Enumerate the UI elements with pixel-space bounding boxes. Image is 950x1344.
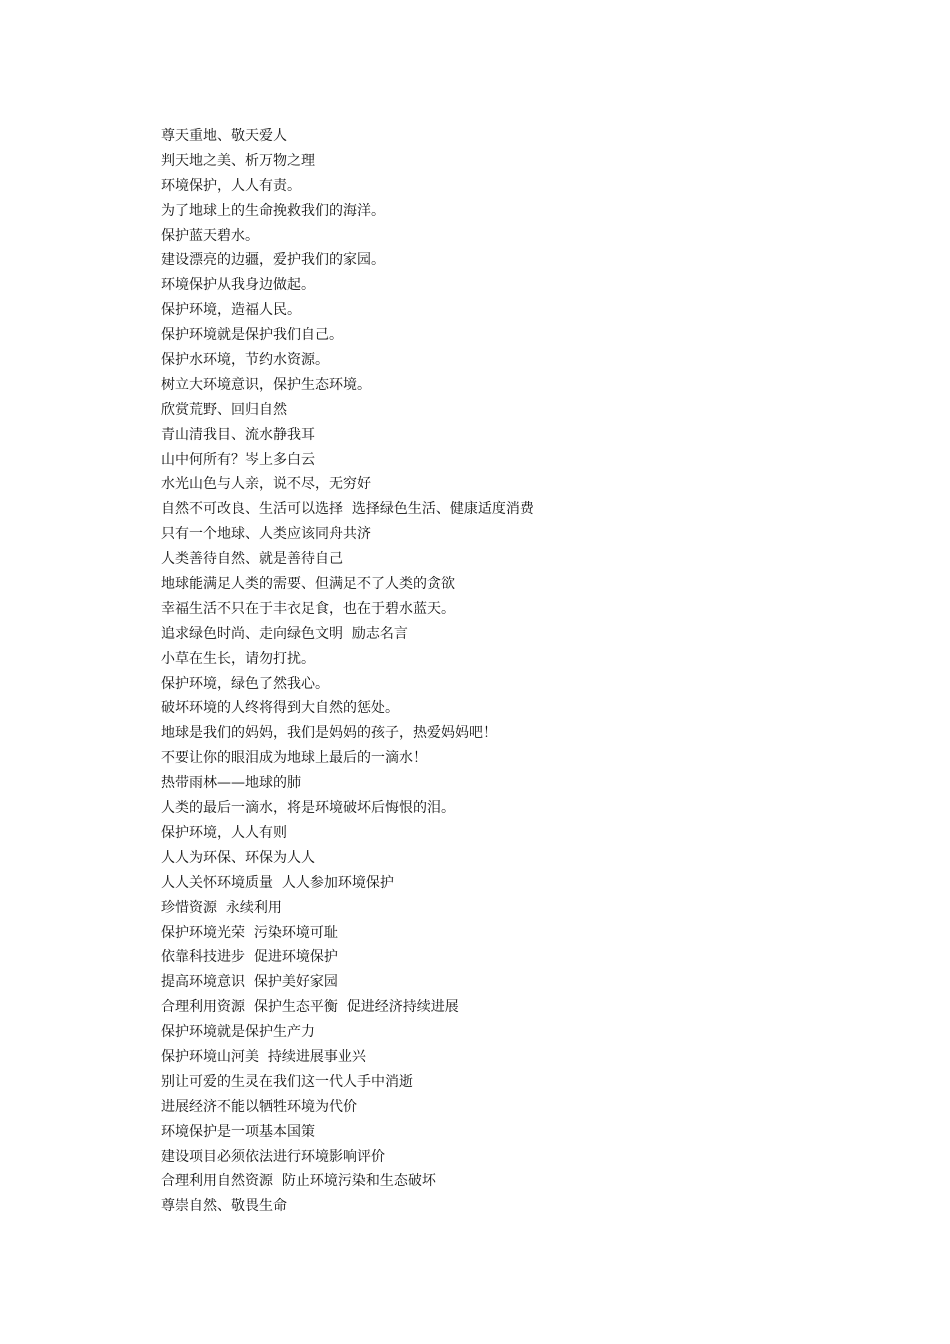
text-line: 保护蓝天碧水。: [161, 227, 259, 244]
text-line: 只有一个地球、人类应该同舟共济: [161, 526, 371, 543]
text-line: 人人为环保、环保为人人: [161, 849, 315, 866]
text-line: 人类的最后一滴水，将是环境破坏后悔恨的泪。: [161, 800, 455, 817]
text-line: 热带雨林——地球的肺: [161, 775, 301, 792]
text-line: 山中何所有？岑上多白云: [161, 451, 315, 468]
text-line: 破坏环境的人终将得到大自然的惩处。: [161, 700, 399, 717]
text-line: 合理利用自然资源 防止环境污染和生态破坏: [161, 1173, 436, 1190]
text-line: 环境保护，人人有责。: [161, 177, 301, 194]
text-line: 幸福生活不只在于丰衣足食，也在于碧水蓝天。: [161, 600, 455, 617]
text-line: 保护环境光荣 污染环境可耻: [161, 924, 338, 941]
text-line: 珍惜资源 永续利用: [161, 899, 282, 916]
text-line: 判天地之美、析万物之理: [161, 152, 315, 169]
text-line: 保护环境，造福人民。: [161, 302, 301, 319]
text-line: 水光山色与人亲，说不尽，无穷好: [161, 476, 371, 493]
text-line: 人人关怀环境质量 人人参加环境保护: [161, 874, 394, 891]
text-line: 建设项目必须依法进行环境影响评价: [161, 1148, 385, 1165]
text-line: 尊崇自然、敬畏生命: [161, 1198, 287, 1215]
text-line: 自然不可改良、生活可以选择 选择绿色生活、健康适度消费: [161, 501, 534, 518]
text-line: 保护环境山河美 持续进展事业兴: [161, 1048, 366, 1065]
slogan-list: [161, 124, 861, 1219]
text-line: 人类善待自然、就是善待自己: [161, 551, 343, 568]
text-line: 为了地球上的生命挽救我们的海洋。: [161, 202, 385, 219]
text-line: 环境保护从我身边做起。: [161, 277, 315, 294]
text-line: 保护环境就是保护生产力: [161, 1024, 315, 1041]
text-line: 不要让你的眼泪成为地球上最后的一滴水！: [161, 750, 427, 767]
text-line: 保护环境，绿色了然我心。: [161, 675, 329, 692]
text-line: 青山清我目、流水静我耳: [161, 426, 315, 443]
text-line: 别让可爱的生灵在我们这一代人手中消逝: [161, 1073, 413, 1090]
text-line: 欣赏荒野、回归自然: [161, 401, 287, 418]
text-line: 环境保护是一项基本国策: [161, 1123, 315, 1140]
text-line: 尊天重地、敬天爱人: [161, 128, 287, 144]
text-line: 地球能满足人类的需要、但满足不了人类的贪欲: [161, 576, 455, 593]
text-line: 依靠科技进步 促进环境保护: [161, 949, 338, 966]
text-line: 树立大环境意识，保护生态环境。: [161, 376, 371, 393]
text-line: 追求绿色时尚、走向绿色文明 励志名言: [161, 625, 408, 642]
text-line: 建设漂亮的边疆，爱护我们的家园。: [161, 252, 385, 269]
text-line: 保护环境就是保护我们自己。: [161, 327, 343, 344]
text-line: 保护环境，人人有则: [161, 824, 287, 841]
text-line: 地球是我们的妈妈，我们是妈妈的孩子，热爱妈妈吧！: [161, 725, 497, 742]
text-line: 提高环境意识 保护美好家园: [161, 974, 338, 991]
text-line: 保护水环境，节约水资源。: [161, 352, 329, 369]
text-line: 进展经济不能以牺牲环境为代价: [161, 1098, 357, 1115]
text-line: 合理利用资源 保护生态平衡 促进经济持续进展: [161, 999, 459, 1016]
text-line: 小草在生长，请勿打扰。: [161, 650, 315, 667]
